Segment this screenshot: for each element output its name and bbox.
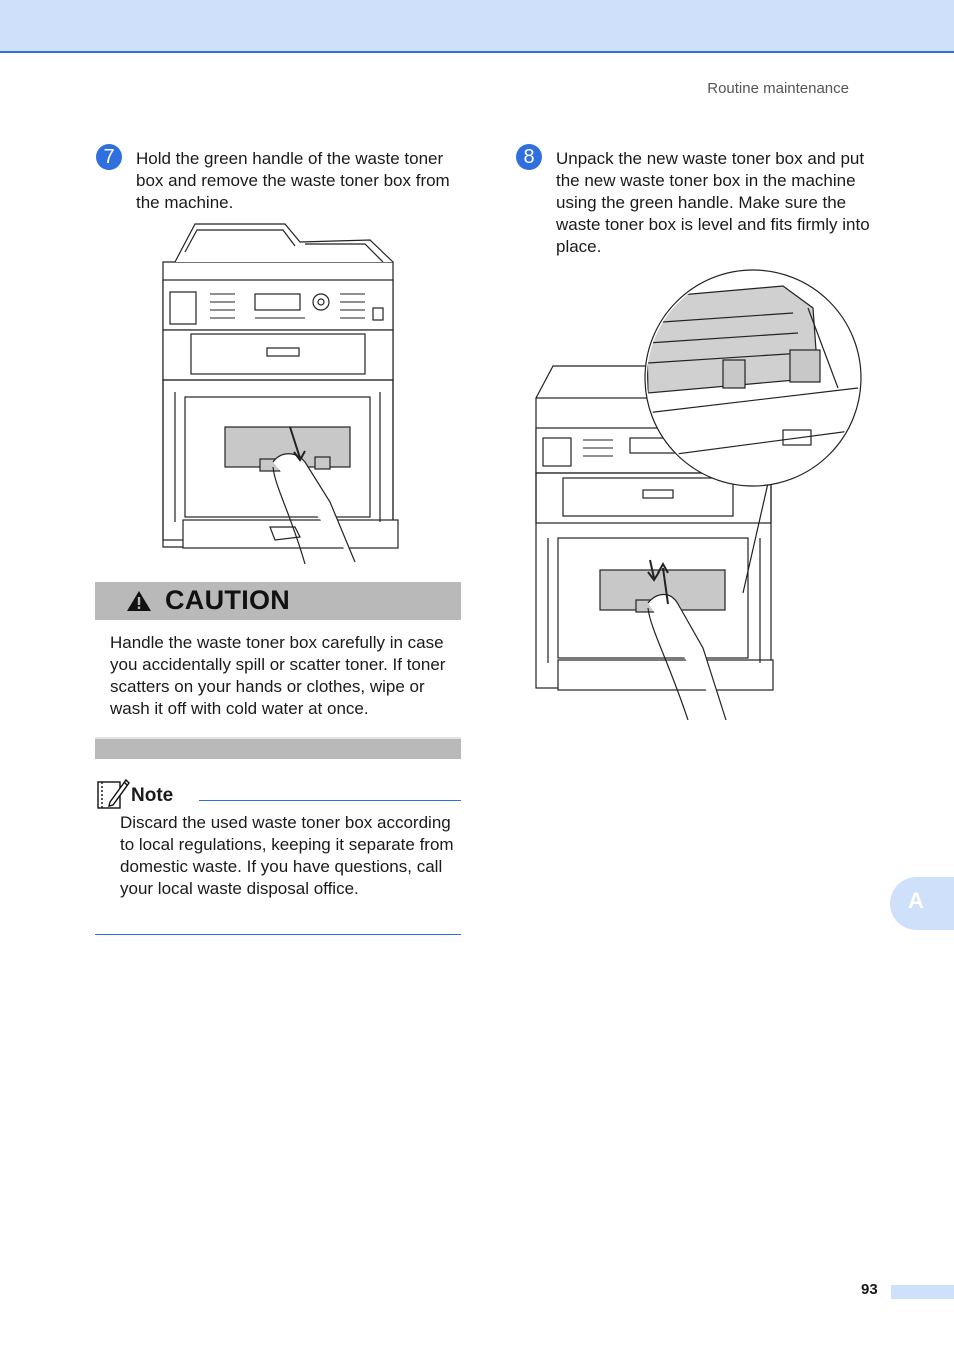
note-pencil-icon: [96, 776, 130, 810]
running-header: Routine maintenance: [707, 80, 849, 97]
caution-footer-bar: [95, 737, 461, 759]
footer-bar: [891, 1285, 954, 1299]
warning-triangle-icon: [126, 590, 152, 612]
caution-text: Handle the waste toner box carefully in case you accidentally spill or scatter toner. If toner scatters on your hands or clothes, wipe or wash it off with cold water at once.: [110, 633, 446, 718]
note-bottom-rule: [95, 934, 461, 935]
remove-waste-toner-illustration: [155, 222, 401, 564]
side-tab-label: A: [908, 888, 924, 913]
step-number-badge: 7: [96, 144, 122, 170]
step-7-text: Hold the green handle of the waste toner box and remove the waste toner box from the machine.: [136, 149, 450, 212]
step-number-badge: 8: [516, 144, 542, 170]
note-text: Discard the used waste toner box according to local regulations, keeping it separate from domestic waste. If you have questions, call your local waste disposal office.: [120, 813, 454, 898]
note-divider: [199, 800, 461, 801]
header-band: [0, 0, 954, 53]
caution-title: CAUTION: [165, 585, 291, 615]
insert-waste-toner-illustration: [528, 268, 864, 720]
page-number: 93: [861, 1281, 878, 1298]
note-title: Note: [131, 785, 174, 806]
step-8-text: Unpack the new waste toner box and put the new waste toner box in the machine using the green handle. Make sure the waste toner box is level and fits firmly into place.: [556, 149, 870, 256]
